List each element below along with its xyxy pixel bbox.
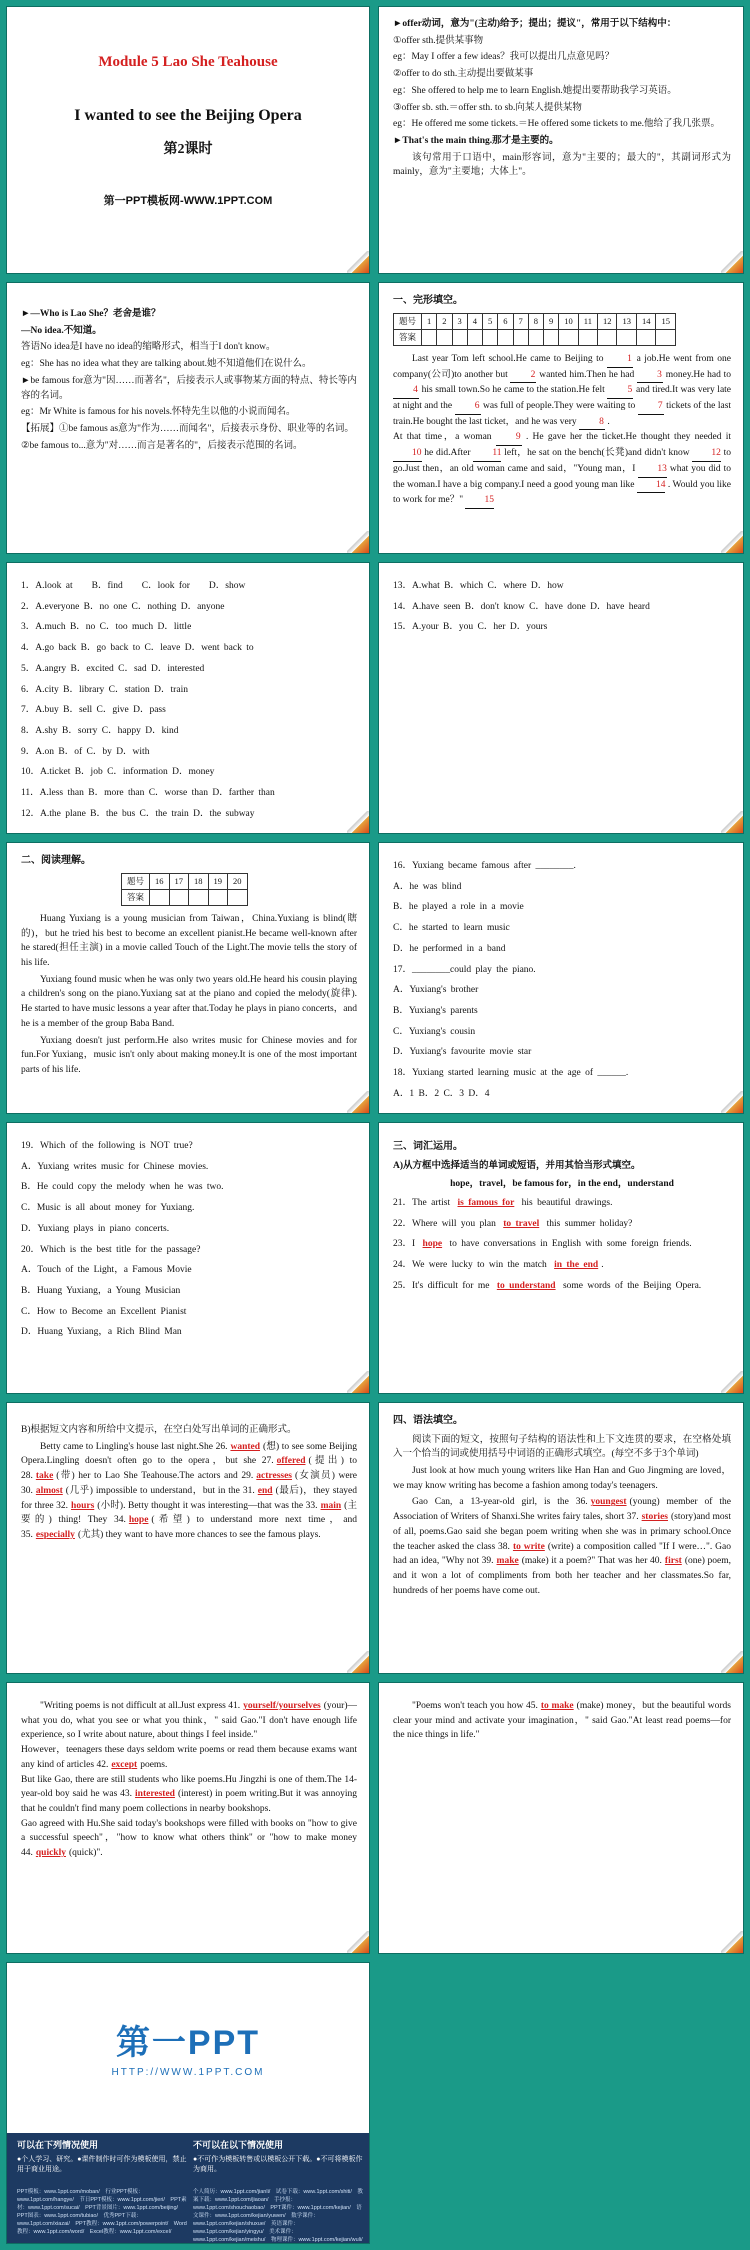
cloze-blank: 11	[473, 446, 501, 462]
option-line: B．He could copy the melody when he was two.	[21, 1182, 224, 1193]
grid-header-cell: 8	[528, 313, 543, 329]
title-slide	[6, 6, 370, 274]
grid-answer-cell	[189, 889, 209, 905]
note-line: ③offer sb. sth.＝offer sth. to sb.向某人提供某物	[393, 102, 582, 113]
reading-slide	[6, 842, 370, 1114]
link-list[interactable]: PPT模板：www.1ppt.com/moban/ 行业PPT模板：www.1ppt.com/hangye/ 节日PPT模板：www.1ppt.com/jieri/ PPT素材：www.1ppt.com/sucai/ PPT背景图片：www.1ppt.com/beijing/ PPT图表：www.1ppt.com/tubiao/ 优秀PPT下载：www.1ppt.com/xiazai/ PPT教程：www.1ppt.com/powerpoint/ Word教程：www.1ppt.com/word/ Excel教程：www.1ppt.com/excel/	[17, 2189, 187, 2235]
grammar-fill-slide-3	[378, 1682, 744, 1954]
answer-text: almost	[35, 1485, 63, 1496]
answer-text: to understand	[496, 1280, 556, 1291]
page-curl-icon	[347, 1931, 369, 1953]
link-list[interactable]: 个人简历：www.1ppt.com/jianli/ 试卷下载：www.1ppt.com/shiti/ 教案下载：www.1ppt.com/jiaoan/ 手抄报：www.1ppt.com/shouchaobao/ PPT课件：www.1ppt.com/kejian/ 语文课件：www.1ppt.com/kejian/yuwen/ 数学课件：www.1ppt.com/kejian/shuxue/ 英语课件：www.1ppt.com/kejian/yingyu/ 美术课件：www.1ppt.com/kejian/meishu/ 物理课件：www.1ppt.com/kejian/wuli/	[193, 2189, 363, 2243]
note-line: eg：She has no idea what they are talking about.她不知道他们在说什么。	[21, 359, 312, 370]
note-line: ①offer sth.提供某事物	[393, 35, 484, 46]
disallowed-text: ●不可作为模板转售或以模板公开下载。●不可将模板作为商用。	[193, 2155, 363, 2173]
passage-text: (主要的) thing! They 34.	[21, 1500, 357, 1526]
passage-text: (最后)，they stayed for three 32.	[21, 1485, 357, 1511]
offer-notes-slide	[378, 6, 744, 274]
grid-answer-cell	[656, 329, 676, 345]
slide-text	[393, 293, 731, 545]
slide-text	[21, 1423, 357, 1665]
passage-text: what you did to the woman.I have a big company.I need a good young man like	[393, 463, 731, 490]
grid-header-cell: 19	[208, 873, 228, 889]
section-heading: 二、阅读理解。	[21, 855, 91, 866]
word-box: hope，travel，be famous for，in the end，understand	[450, 1179, 674, 1190]
passage-text: tickets of the last train.He bought the last ticket，and he was very	[393, 401, 731, 427]
cloze-blank: 13	[638, 462, 667, 478]
option-line: 15．A.your B．you C．her D．yours	[393, 622, 548, 633]
note-line: ►be famous for意为"因……而著名"，后接表示人或事物某方面的特点、特长等内容的名词。	[21, 375, 357, 401]
passage-text: (one) poem, and it won a lot of compliments from both her teacher and her classmates.So far, hundreds of her poems have come out.	[393, 1556, 731, 1596]
page-curl-icon	[721, 1371, 743, 1393]
option-line: B．Huang Yuxiang，a Young Musician	[21, 1286, 181, 1297]
grid-header-cell: 题号	[394, 313, 422, 329]
passage-text: (write) a composition called "If I were…". Gao had an idea, "Why not 39.	[393, 1541, 731, 1567]
item-text: this summer holiday?	[542, 1218, 633, 1229]
answer-text: to write	[512, 1541, 545, 1552]
option-line: C．he started to learn music	[393, 923, 510, 934]
note-line: ►offer动词，意为"(主动)给予；提出；提议"，常用于以下结构中：	[393, 19, 677, 29]
brand-logo: 第一PPT	[115, 2024, 261, 2062]
option-line: 9．A.on B．of C．by D．with	[21, 746, 150, 757]
answer-text: first	[664, 1556, 682, 1567]
allowed-text: ●个人学习、研究。●课件制作时可作为模板使用，禁止用于商业用途。	[17, 2155, 187, 2173]
passage-text: However，teenagers these days seldom write poems or read them because exams want any kind of articles 42.	[21, 1745, 357, 1770]
grid-answer-cell	[208, 889, 228, 905]
slide-text	[21, 853, 357, 1105]
cloze-blank: 6	[455, 399, 481, 415]
answer-text: wanted	[230, 1441, 261, 1452]
grid-answer-cell	[528, 329, 543, 345]
answer-text: main	[320, 1500, 342, 1511]
passage-paragraph: Just look at how much young writers like Han Han and Guo Jingming are loved，we may know writing has become a fashion among today's teenagers.	[393, 1465, 731, 1491]
option-line: 20．Which is the best title for the passage?	[21, 1244, 201, 1255]
passage-text: . He gave her the ticket.He thought they needed it	[525, 432, 731, 443]
passage-text: (your)—what you do, what you see or what you think，" said Gao."I don't have enough life experience, so I write about nature, about things I feel inside."	[21, 1701, 357, 1741]
passage-text: But like Gao, there are still students who like poems.Hu Jingzhi is one of them.The 14-year-old boy said he was 43.	[21, 1774, 357, 1800]
item-text: 25．It's difficult for me	[393, 1280, 494, 1291]
vocabulary-slide	[378, 1122, 744, 1394]
passage-text: (young) member of the Association of Writers of Shanxi.She writes fairy tales, short 37.	[393, 1497, 731, 1523]
instruction: A)从方框中选择适当的单词或短语，并用其恰当形式填空。	[393, 1160, 641, 1171]
option-line: D．Yuxiang plays in piano concerts.	[21, 1223, 170, 1234]
answer-text: especially	[35, 1530, 75, 1541]
page-curl-icon	[347, 251, 369, 273]
page-curl-icon	[347, 811, 369, 833]
item-text: 23．I	[393, 1239, 420, 1250]
word-form-slide	[6, 1402, 370, 1674]
grid-header-cell: 11	[578, 313, 597, 329]
disallowed-usage	[193, 2139, 363, 2176]
cloze-blank: 15	[465, 493, 494, 509]
answer-text: except	[111, 1759, 138, 1770]
questions-list	[393, 859, 731, 1105]
allowed-heading: 可以在下列情况使用	[17, 2140, 99, 2150]
answer-text: hope	[128, 1515, 149, 1526]
disallowed-heading: 不可以在以下情况使用	[193, 2140, 284, 2150]
answer-text: actresses	[256, 1471, 292, 1482]
cloze-slide	[378, 282, 744, 554]
answer-text: youngest	[590, 1497, 627, 1508]
option-line: A．Yuxiang's brother	[393, 985, 479, 996]
passage-text: (make) money，but the beautiful words clear your mind and activate your imagination，" said Gao."At least read poems—for the nice things in life."	[393, 1701, 731, 1741]
passage-text: (尤其) they want to have more chances to see the famous plays.	[77, 1530, 321, 1541]
instruction: 阅读下面的短文，按照句子结构的语法性和上下文连贯的要求，在空格处填入一个恰当的词或使用括号中词语的正确形式填空。(每空不多于3个单词)	[393, 1434, 731, 1460]
passage-text: he did.After	[424, 448, 471, 459]
note-line: 答语No idea是I have no idea的缩略形式，相当于I don't know。	[21, 342, 276, 353]
grid-header-cell: 12	[597, 313, 617, 329]
grid-answer-cell	[169, 889, 189, 905]
option-line: C．How to Become an Excellent Pianist	[21, 1306, 187, 1317]
slide-text	[21, 1699, 357, 1945]
note-line: 【拓展】①be famous as意为"作为……而闻名"，后接表示身份、职业等的名词。	[21, 424, 354, 435]
note-line: eg：He offered me some tickets.＝He offered some tickets to me.他给了我几张票。	[393, 119, 721, 130]
passage-text: was full of people.They were waiting to	[483, 401, 636, 411]
item-text: his beautiful drawings.	[517, 1197, 613, 1208]
note-line: —No idea.不知道。	[21, 325, 102, 336]
option-line: 13．A.what B．which C．where D．how	[393, 581, 564, 591]
cloze-blank: 5	[607, 383, 633, 399]
grid-header-cell: 6	[498, 313, 513, 329]
option-line: 10．A.ticket B．job C．information D．money	[21, 767, 215, 778]
cloze-blank: 3	[637, 368, 663, 384]
passage-text: his small town.So he came to the station.He felt	[421, 385, 605, 396]
option-line: D．Huang Yuxiang，a Rich Blind Man	[21, 1327, 182, 1338]
passage-text: (make) it a poem?" That was her 40.	[521, 1556, 662, 1567]
lao-she-notes-slide	[6, 282, 370, 554]
logo-slide	[6, 1962, 370, 2244]
item-text: 24．We were lucky to win the match	[393, 1260, 552, 1271]
reading-paragraph: Huang Yuxiang is a young musician from Taiwan，China.Yuxiang is blind(瞎的)，but he tried his best to become an excellent pianist.He became well-known after he stared(担任主演) in a movie called Touch of the Light.The movie tells the story of his life.	[21, 913, 357, 968]
option-line: A．Touch of the Light，a Famous Movie	[21, 1265, 192, 1276]
grid-answer-cell: 答案	[122, 889, 150, 905]
item-text: 22．Where will you plan	[393, 1218, 501, 1229]
answer-grid	[121, 873, 248, 906]
page-curl-icon	[721, 1931, 743, 1953]
vocab-item	[393, 1237, 731, 1252]
note-line: ►That's the main thing.那才是主要的。	[393, 136, 559, 147]
page-curl-icon	[347, 1651, 369, 1673]
grid-answer-cell	[544, 329, 559, 345]
questions-list	[21, 1139, 357, 1385]
grid-header-cell: 2	[437, 313, 452, 329]
reading-questions-slide	[378, 842, 744, 1114]
grid-answer-cell	[228, 889, 248, 905]
option-line: 14．A.have seen B．don't know C．have done D．have heard	[393, 601, 650, 612]
passage-text: wanted him.Then he had	[539, 369, 635, 380]
passage-text: Gao Can, a 13-year-old girl, is the 36.	[412, 1497, 588, 1508]
lesson-subtitle: I wanted to see the Beijing Opera	[74, 107, 302, 125]
passage-text: (小时). Betty thought it was interesting—that was the 33.	[97, 1500, 318, 1511]
answer-text: yourself/yourselves	[243, 1701, 321, 1711]
grid-answer-cell	[483, 329, 498, 345]
passage-text: and tired.It was very late at night and the	[393, 385, 731, 411]
grid-header-cell: 17	[169, 873, 189, 889]
slide-text	[393, 17, 731, 265]
slide-text	[393, 1139, 731, 1385]
grid-header-cell: 16	[150, 873, 170, 889]
section-heading: 三、词汇运用。	[393, 1141, 463, 1152]
page-curl-icon	[721, 1091, 743, 1113]
grid-header-cell: 3	[452, 313, 467, 329]
answer-text: hours	[71, 1500, 95, 1511]
cloze-blank: 9	[496, 430, 522, 446]
passage-text: (女演员) were 30.	[21, 1471, 357, 1496]
passage-text: "Poems won't teach you how 45.	[412, 1701, 538, 1711]
section-heading: B)根据短文内容和所给中文提示，在空白处写出单词的正确形式。	[21, 1425, 297, 1435]
answer-text: is famous for	[457, 1197, 515, 1208]
option-line: A．Yuxiang writes music for Chinese movies.	[21, 1161, 209, 1172]
reading-questions-slide-2	[6, 1122, 370, 1394]
answer-grid	[393, 313, 676, 346]
passage-text: At that time，a woman	[393, 432, 492, 443]
passage-text: (quick)".	[68, 1848, 103, 1859]
cloze-blank: 7	[638, 399, 664, 415]
cloze-blank: 2	[510, 368, 536, 384]
grid-header-cell: 18	[189, 873, 209, 889]
fill-passage	[393, 1699, 731, 1743]
answer-text: interested	[135, 1789, 175, 1800]
grid-header-cell: 5	[483, 313, 498, 329]
option-line: 7．A.buy B．sell C．give D．pass	[21, 705, 166, 716]
option-line: 3．A.much B．no C．too much D．little	[21, 622, 192, 633]
cloze-blank: 12	[692, 446, 721, 462]
passage-text: (提出) to 28.	[21, 1456, 357, 1482]
passage-text: .	[607, 416, 610, 427]
option-line: B．Yuxiang's parents	[393, 1006, 478, 1017]
grammar-fill-slide	[378, 1402, 744, 1674]
section-heading: 四、语法填空。	[393, 1415, 463, 1426]
grid-header-cell: 14	[636, 313, 656, 329]
answer-text: end	[257, 1485, 273, 1496]
note-line: eg：May I offer a few ideas？我可以提出几点意见吗？	[393, 52, 615, 63]
grid-header-cell: 4	[467, 313, 482, 329]
answer-text: stories	[641, 1512, 668, 1523]
passage-text: "Writing poems is not difficult at all.Just express 41.	[40, 1701, 241, 1711]
page-curl-icon	[347, 1091, 369, 1113]
option-line: 2．A.everyone B．no one C．nothing D．anyone	[21, 601, 225, 612]
page-curl-icon	[721, 811, 743, 833]
grid-header-cell: 7	[513, 313, 528, 329]
note-line: 该句常用于口语中，main形容词，意为"主要的；最大的"，其副词形式为mainly，意为"主要地；大体上"。	[393, 152, 731, 178]
note-line: ►—Who is Lao She？老舍是谁？	[21, 309, 161, 319]
note-line: ②offer to do sth.主动提出要做某事	[393, 69, 534, 80]
cloze-blank: 14	[637, 478, 666, 494]
option-line: D．he performed in a band	[393, 943, 506, 954]
grid-header-cell: 15	[656, 313, 676, 329]
grid-header-cell: 13	[617, 313, 637, 329]
option-line: 19．Which of the following is NOT true?	[21, 1141, 193, 1151]
passage-text: (想) to see some Beijing Opera.Lingling doesn't often go to the opera，but she 27.	[21, 1441, 357, 1467]
answer-text: take	[35, 1471, 54, 1482]
logo-area	[7, 1963, 369, 2133]
grid-header-cell: 9	[544, 313, 559, 329]
note-line: ②be famous to...意为"对……而言是著名的"，后接表示范围的名词。	[21, 440, 303, 451]
brand-url[interactable]: HTTP://WWW.1PPT.COM	[111, 2067, 265, 2078]
passage-text: Last year Tom left school.He came to Beijing to	[412, 353, 604, 364]
cloze-passage	[393, 352, 731, 509]
option-line: 6．A.city B．library C．station D．train	[21, 684, 188, 695]
option-line: 17．________could play the piano.	[393, 964, 536, 975]
passage-text: (几乎) impossible to understand，but in the 31.	[65, 1485, 255, 1496]
option-line: C．Yuxiang's cousin	[393, 1026, 476, 1037]
cloze-options-slide	[6, 562, 370, 834]
answer-text: in the end	[554, 1260, 599, 1271]
fill-passage	[393, 1495, 731, 1598]
grid-header-cell: 1	[422, 313, 437, 329]
answer-text: hope	[422, 1239, 443, 1250]
fill-passage	[21, 1440, 357, 1543]
grid-answer-cell	[617, 329, 637, 345]
grid-header-cell: 题号	[122, 873, 150, 889]
item-text: .	[601, 1260, 604, 1271]
lesson-number: 第2课时	[163, 142, 213, 158]
vocab-items	[393, 1196, 731, 1294]
passage-text: (story)and most of all, poems.Gao said she began poem writing when she was in primary school.Once the teacher asked the class 38.	[393, 1512, 731, 1552]
usage-panel	[7, 2133, 369, 2243]
module-title: Module 5 Lao She Teahouse	[98, 54, 278, 70]
grid-answer-cell	[513, 329, 528, 345]
cloze-blank: 4	[393, 383, 419, 399]
page-curl-icon	[347, 531, 369, 553]
grammar-fill-slide-2	[6, 1682, 370, 1954]
option-line: 16．Yuxiang became famous after ________.	[393, 861, 576, 871]
option-line: B．he played a role in a movie	[393, 902, 524, 913]
grid-answer-cell	[150, 889, 170, 905]
option-line: 12．A.the plane B．the bus C．the train D．the subway	[21, 808, 255, 819]
cloze-options-slide-2	[378, 562, 744, 834]
grid-answer-cell	[498, 329, 513, 345]
answer-text: quickly	[35, 1848, 66, 1859]
item-text: 21．The artist	[393, 1197, 455, 1208]
option-line: 4．A.go back B．go back to C．leave D．went back to	[21, 643, 254, 654]
vocab-item	[393, 1279, 731, 1294]
passage-text: poems.	[140, 1759, 168, 1770]
vocab-item	[393, 1217, 731, 1232]
option-line: A．he was blind	[393, 881, 462, 892]
passage-text: a job.He went from one company(公司)to another but	[393, 353, 731, 380]
item-text: some words of the Beijing Opera.	[558, 1280, 702, 1291]
passage-text: Gao agreed with Hu.She said today's bookshops were filled with books on "how to give a successful speech"，"how to know what others think" or "how to make money 44.	[21, 1818, 357, 1859]
option-line: 11．A.less than B．more than C．worse than D．farther than	[21, 788, 275, 799]
page-curl-icon	[721, 251, 743, 273]
page-curl-icon	[721, 1651, 743, 1673]
reading-paragraph: Yuxiang doesn't just perform.He also writes music for Chinese movies and for fun.For Yuxiang，music isn't only about making money.It is one of the most important parts of his life.	[21, 1035, 357, 1076]
grid-answer-cell	[422, 329, 437, 345]
vocab-item	[393, 1196, 731, 1211]
option-line: C．Music is all about money for Yuxiang.	[21, 1203, 195, 1214]
grid-answer-cell	[437, 329, 452, 345]
site-credit: 第一PPT模板网-WWW.1PPT.COM	[103, 194, 273, 207]
slide-text	[393, 1699, 731, 1945]
fill-passage	[21, 1699, 357, 1861]
passage-text: (interest) in poem writing.But it was annoying that he couldn't find many poem collections in nearby bookshops.	[21, 1789, 357, 1815]
passage-text: to go.Just then，an old woman came and said，"Young man，I	[393, 448, 731, 474]
grid-answer-cell	[578, 329, 597, 345]
cloze-blank: 1	[607, 352, 633, 368]
page-curl-icon	[347, 1371, 369, 1393]
allowed-usage	[17, 2139, 187, 2176]
options-list	[21, 579, 357, 825]
grid-answer-cell	[636, 329, 656, 345]
option-line: 18．Yuxiang started learning music at the age of ______.	[393, 1068, 629, 1079]
vocab-item	[393, 1258, 731, 1273]
slide-text	[21, 307, 357, 545]
answer-text: offered	[276, 1456, 306, 1467]
passage-text: . Would you like to work for me？"	[393, 479, 731, 506]
passage-text: (带) her to Lao She Teahouse.The actors and 29.	[56, 1471, 254, 1482]
section-heading: 一、完形填空。	[393, 295, 463, 306]
item-text: to have conversations in English with some foreign friends.	[445, 1239, 692, 1250]
reading-paragraph: Yuxiang found music when he was only two years old.He heard his cousin playing a children's song on the piano.Yuxiang sat at the piano and copied the melody(旋律). He started to have music lessons a year after that.Today he plays in piano concerts，and he is a member of the group Baba Band.	[21, 974, 357, 1029]
grid-header-cell: 20	[228, 873, 248, 889]
grid-answer-cell: 答案	[394, 329, 422, 345]
cloze-blank: 10	[393, 446, 422, 462]
answer-text: make	[496, 1556, 519, 1567]
option-line: D．Yuxiang's favourite movie star	[393, 1047, 532, 1058]
option-line: 1．A.look at B．find C．look for D．show	[21, 581, 246, 591]
cloze-blank: 8	[579, 415, 605, 431]
page-curl-icon	[721, 531, 743, 553]
grid-answer-cell	[559, 329, 579, 345]
passage-text: money.He had to	[665, 369, 731, 380]
option-line: 5．A.angry B．excited C．sad D．interested	[21, 663, 205, 674]
passage-text: left，he sat on the bench(长凳)and didn't know	[504, 448, 690, 459]
option-line: 8．A.shy B．sorry C．happy D．kind	[21, 726, 179, 737]
note-line: eg：Mr White is famous for his novels.怀特先生以他的小说而闻名。	[21, 407, 296, 418]
options-list	[393, 579, 731, 825]
note-line: eg：She offered to help me to learn English.她提出要帮助我学习英语。	[393, 85, 677, 96]
grid-answer-cell	[452, 329, 467, 345]
grid-header-cell: 10	[559, 313, 579, 329]
grid-answer-cell	[597, 329, 617, 345]
passage-text: (希望) to understand more next time，and 35.	[21, 1515, 357, 1541]
passage-text: Betty came to Lingling's house last night.She 26.	[40, 1441, 228, 1452]
answer-text: to travel	[503, 1218, 540, 1229]
slide-text	[393, 1413, 731, 1665]
grid-answer-cell	[467, 329, 482, 345]
option-line: A．1 B．2 C．3 D．4	[393, 1088, 490, 1099]
answer-text: to make	[540, 1701, 574, 1711]
